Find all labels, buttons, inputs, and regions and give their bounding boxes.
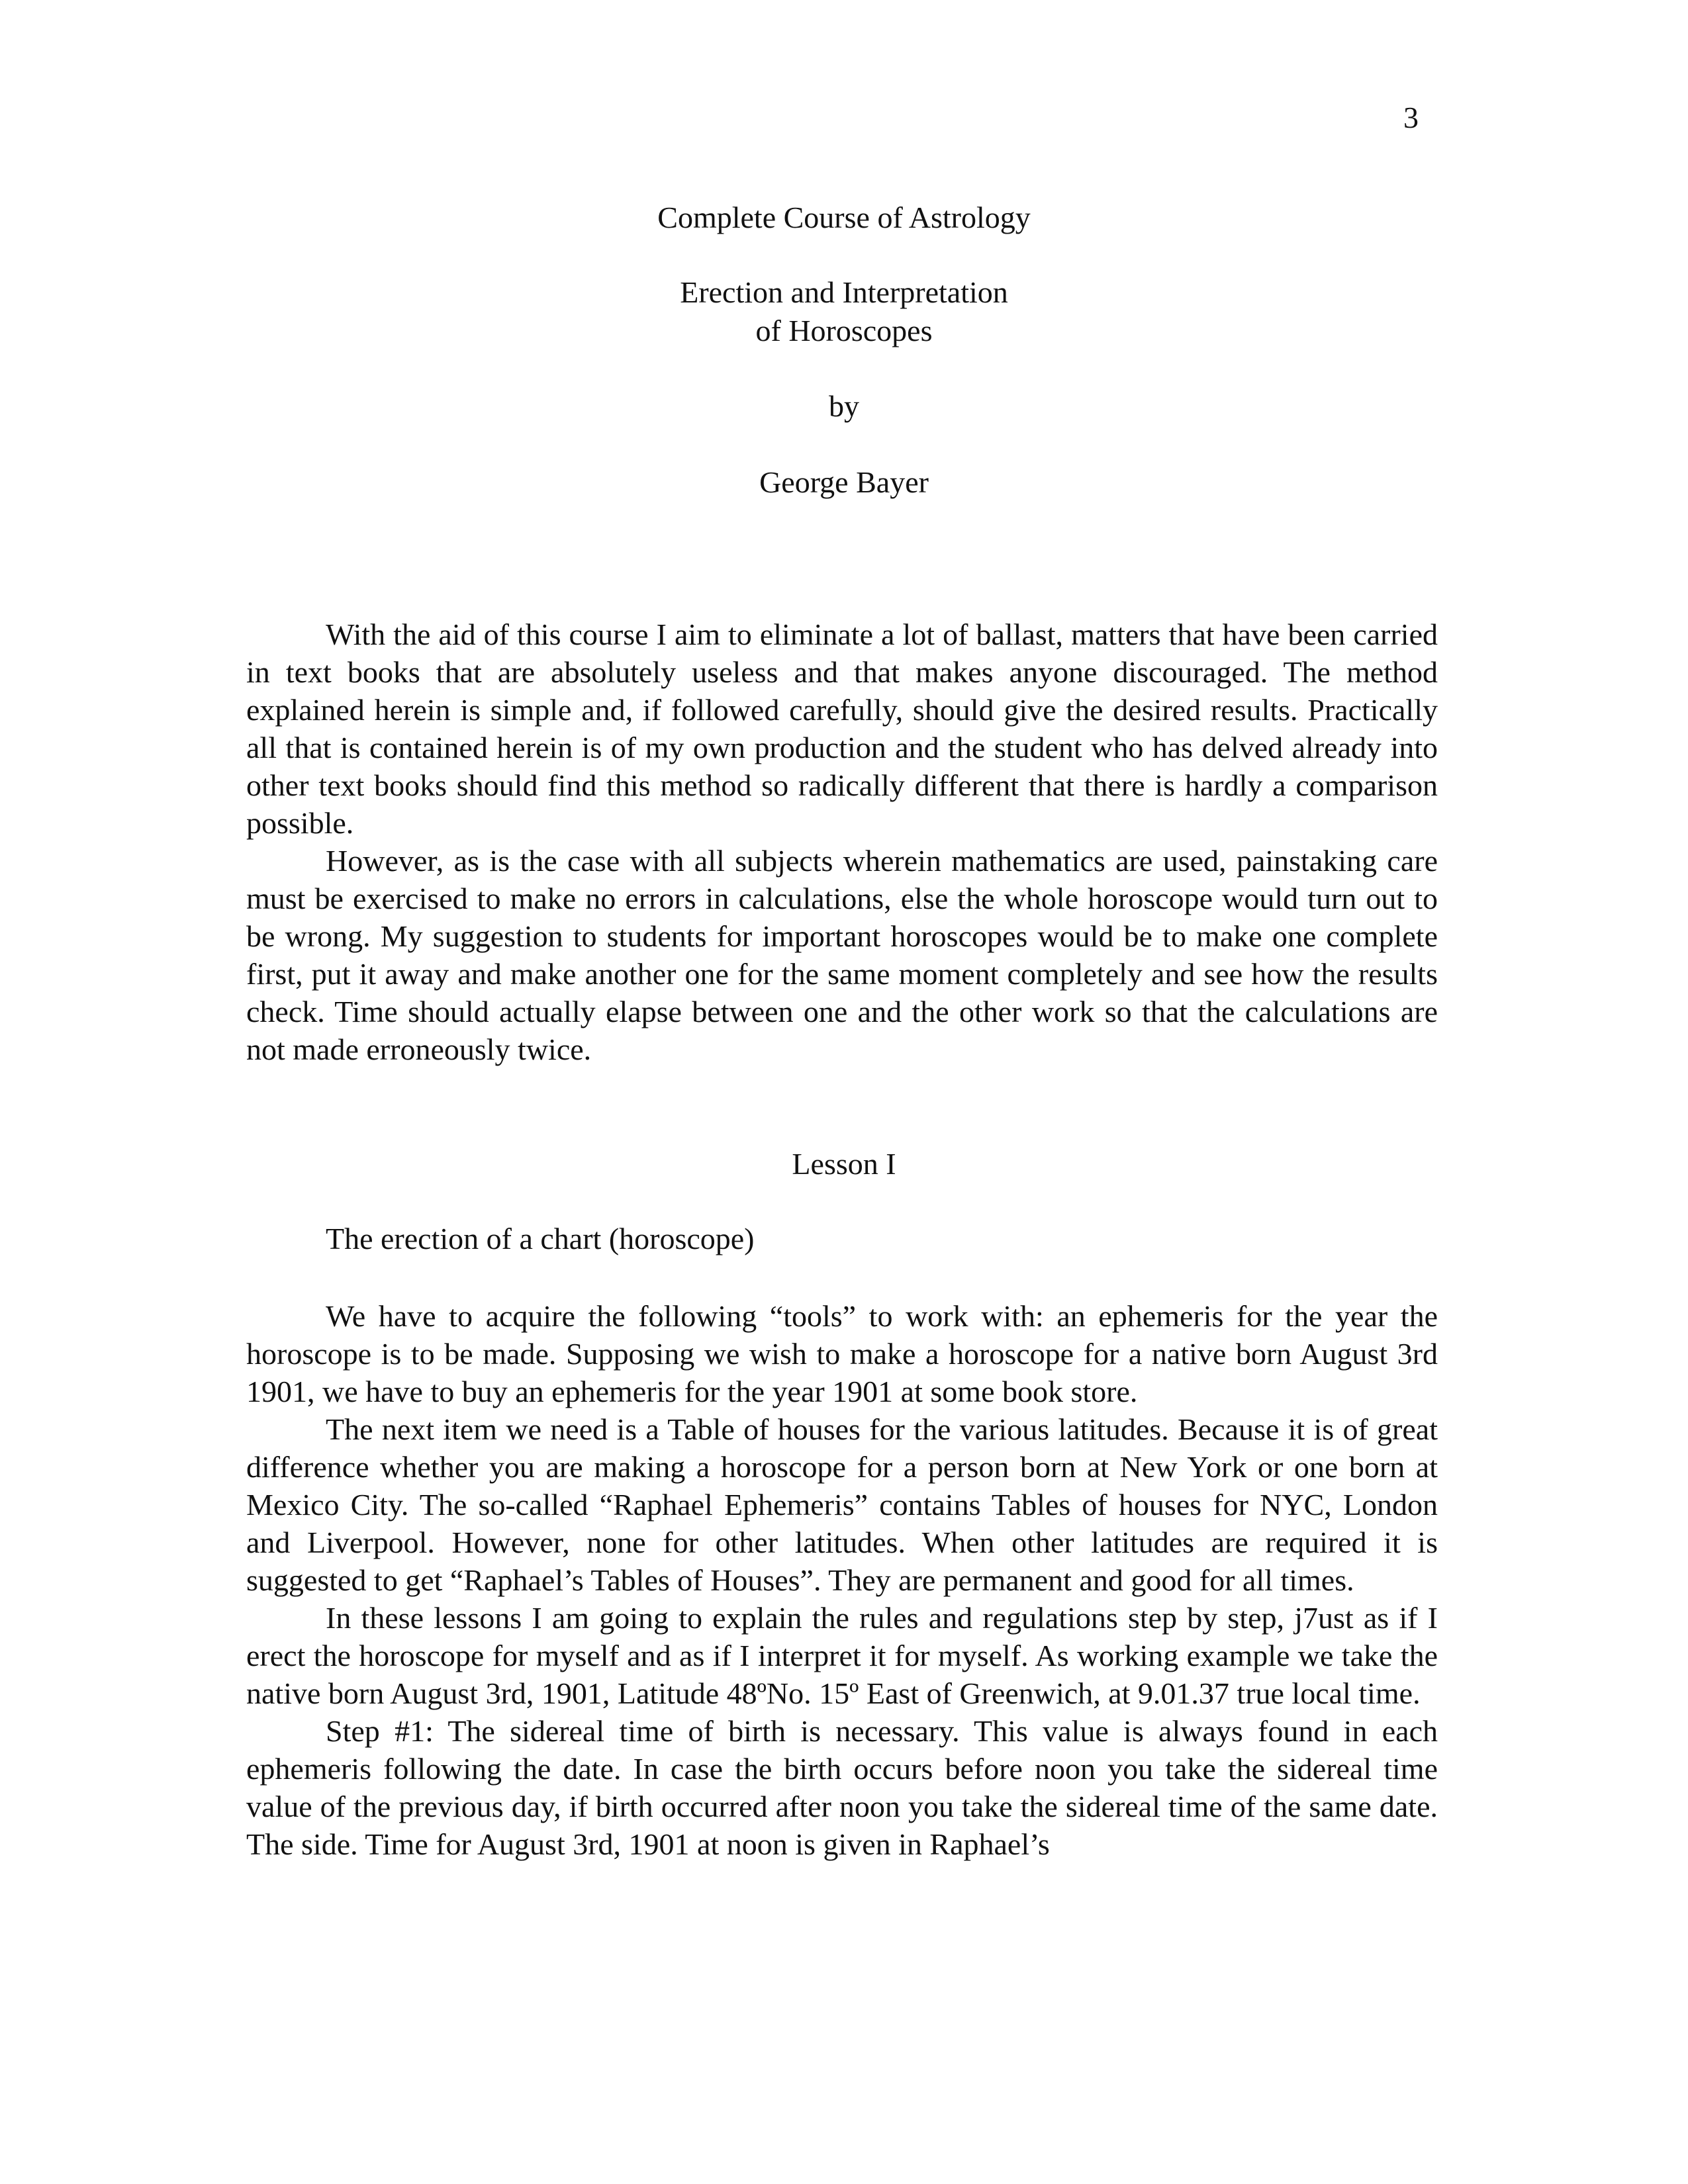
lesson-paragraph-1: We have to acquire the following “tools” to work with: an ephemeris for the year the horoscope is to be made. Supposing we wish to make a horoscope for a native born August 3rd 1901, we have to buy an ephemeris for the year 1901 at some book store. xyxy=(246,1299,1438,1408)
intro-paragraph-2: However, as is the case with all subjects wherein mathematics are used, painstaking care must be exercised to make no errors in calculations, else the whole horoscope would turn out to be wrong. My suggestion to students for important horoscopes would be to make one complete first, put it away and make another one for the same moment completely and see how the results check. Time should actually elapse between one and the other work so that the calculations are not made erroneously twice. xyxy=(246,844,1438,1066)
byline-by: by xyxy=(829,389,859,423)
author-name: George Bayer xyxy=(759,465,929,499)
lesson-heading: Lesson I xyxy=(792,1147,896,1181)
subtitle-line-2: of Horoscopes xyxy=(755,314,933,347)
course-title: Complete Course of Astrology xyxy=(657,201,1031,234)
lesson-body xyxy=(246,1297,1438,1863)
lesson-paragraph-4: Step #1: The sidereal time of birth is necessary. This value is always found in each ephemeris following the date. In case the birth occurs before noon you take the sidereal time value of the previous day, if birth occurred after noon you take the sidereal time of the same date. The side. Time for August 3rd, 1901 at noon is given in Raphael’s xyxy=(246,1714,1438,1861)
lesson-subheading: The erection of a chart (horoscope) xyxy=(326,1222,755,1255)
book-subtitle xyxy=(0,273,1688,350)
lesson-paragraph-2: The next item we need is a Table of houses for the various latitudes. Because it is of great difference whether you are making a horoscope for a person born at New York or one born at Mexico City. The so-called “Raphael Ephemeris” contains Tables of houses for NYC, London and Liverpool. However, none for other latitudes. When other latitudes are required it is suggested to get “Raphael’s Tables of Houses”. They are permanent and good for all times. xyxy=(246,1412,1438,1597)
subtitle-line-1: Erection and Interpretation xyxy=(680,275,1008,309)
intro-paragraph-1: With the aid of this course I aim to eliminate a lot of ballast, matters that have been carried in text books that are absolutely useless and that makes anyone discouraged. The method explained herein is simple and, if followed carefully, should give the desired results. Practically all that is contained herein is of my own production and the student who has delved already into other text books should find this method so radically different that there is hardly a comparison possible. xyxy=(246,617,1438,840)
lesson-paragraph-3: In these lessons I am going to explain the rules and regulations step by step, j7ust as if I erect the horoscope for myself and as if I interpret it for myself. As working example we take the native born August 3rd, 1901, Latitude 48ºNo. 15º East of Greenwich, at 9.01.37 true local time. xyxy=(246,1601,1438,1710)
page-number: 3 xyxy=(1403,101,1419,134)
intro-section xyxy=(246,615,1438,1068)
